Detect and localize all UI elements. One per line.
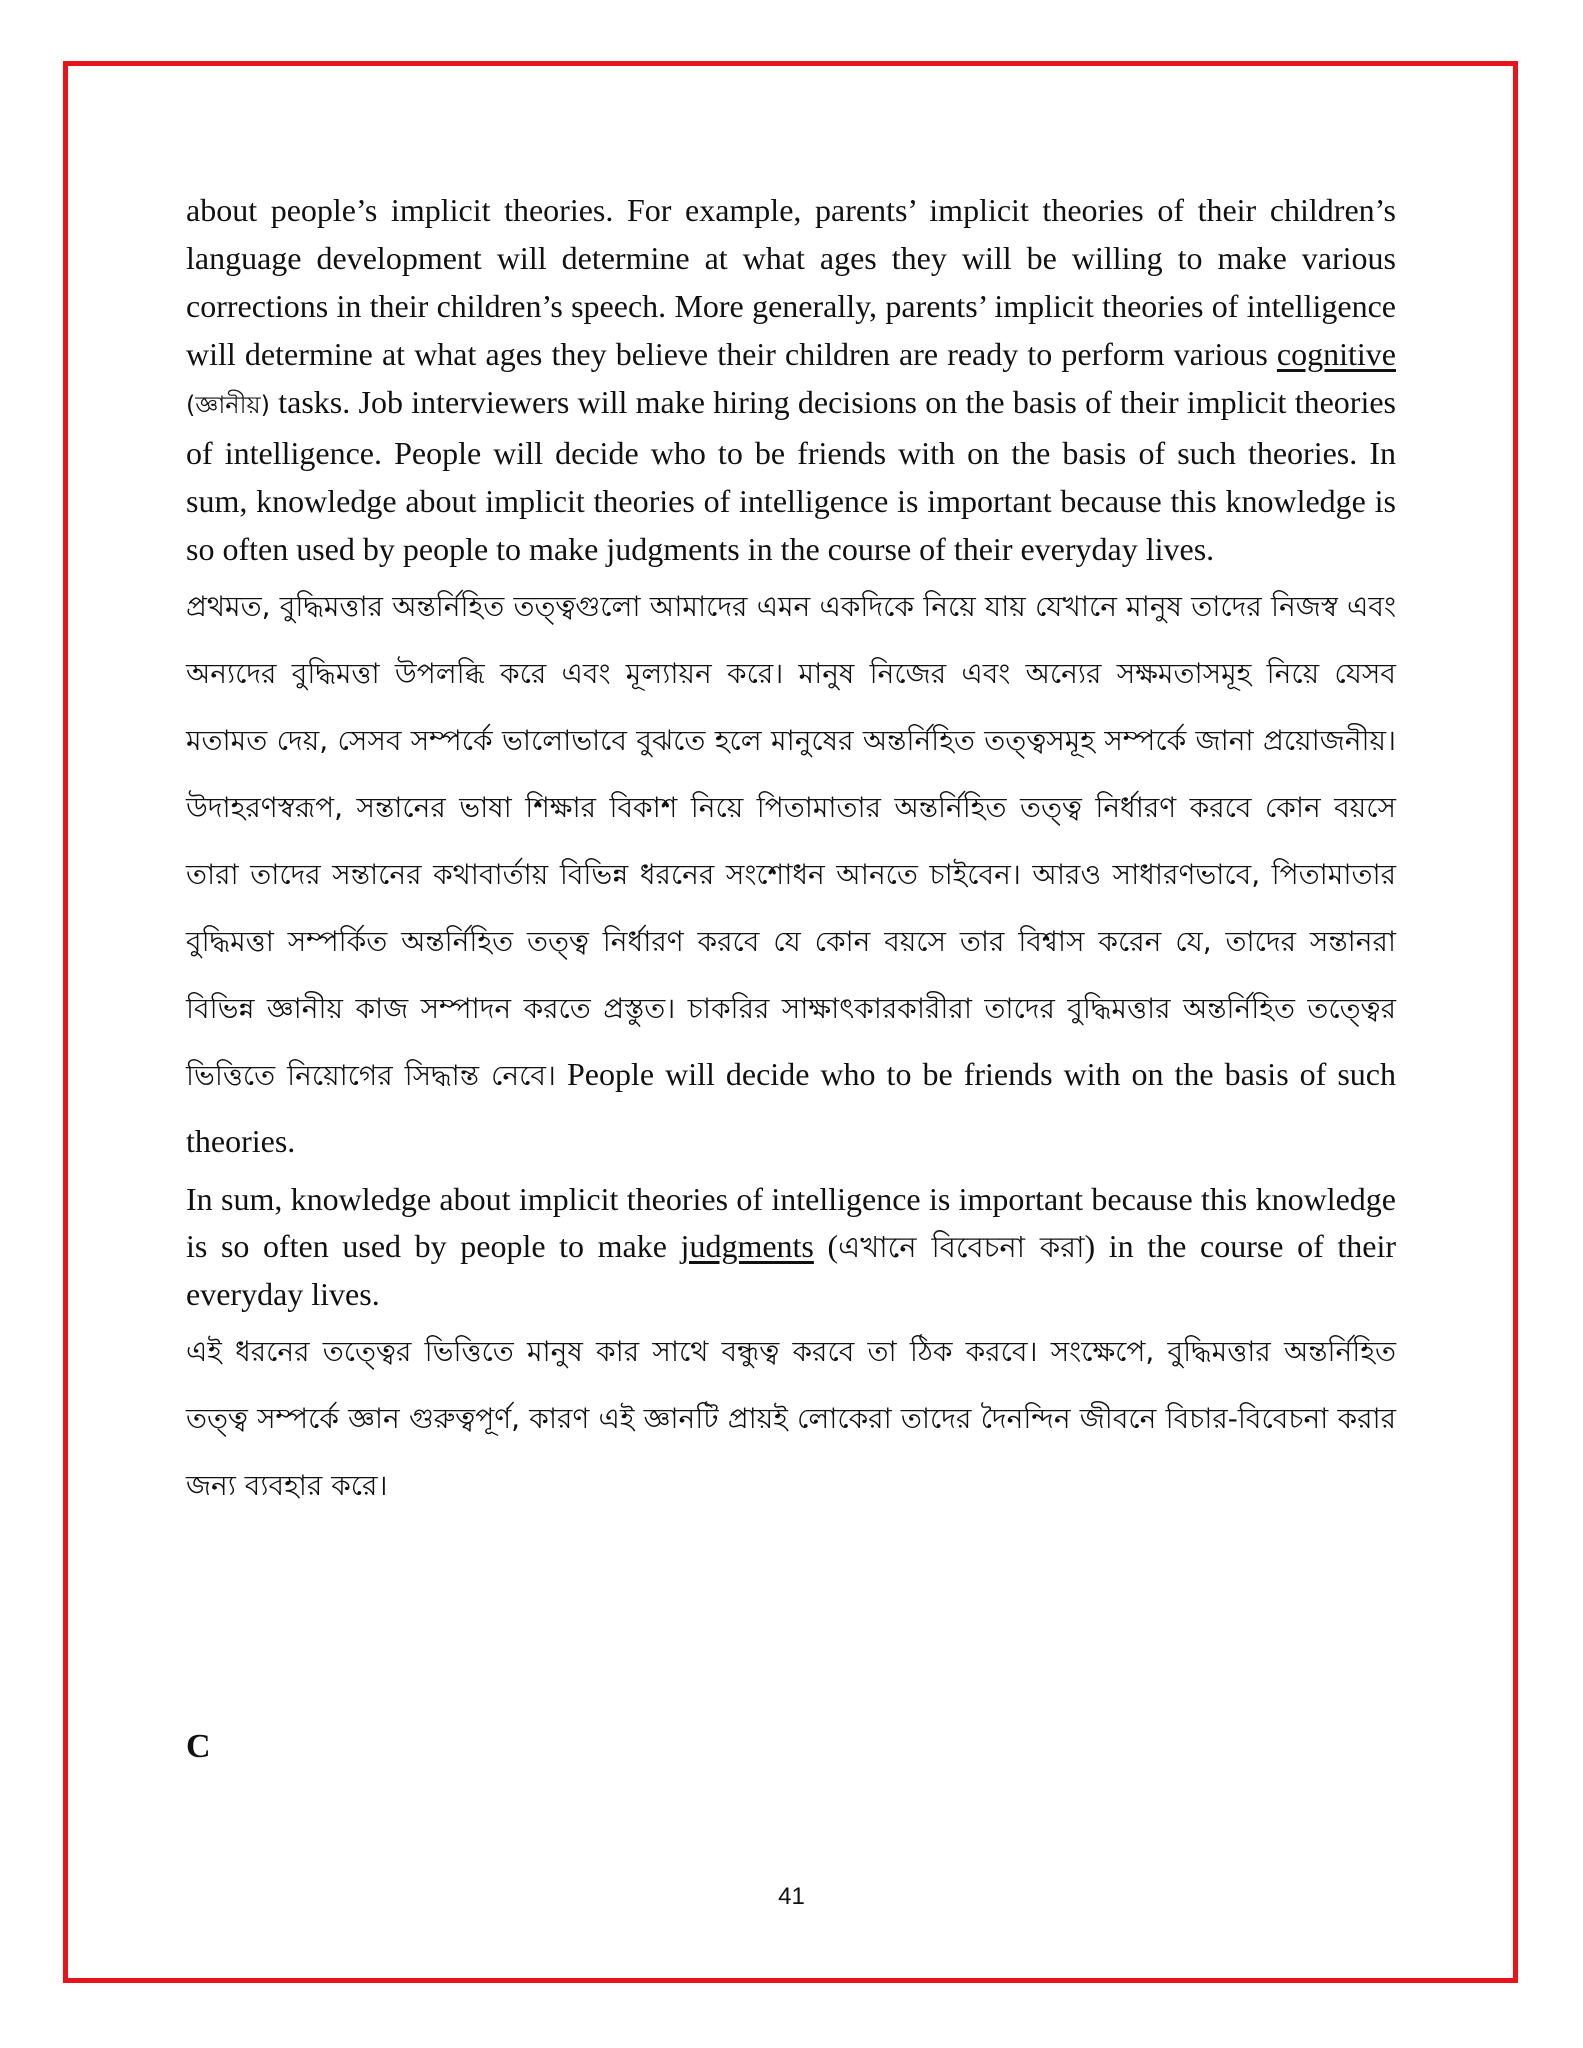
gloss-open-paren: ( [813, 1228, 839, 1264]
bengali-paragraph-2: এই ধরনের তত্ত্বের ভিত্তিতে মানুষ কার সাথে বন্ধুত্ব করবে তা ঠিক করবে। সংক্ষেপে, বুদ্ধিমত্তার অন্তর্নিহিত তত্ত্ব সম্পর্কে জ্ঞান গুরুত্বপূর্ণ, কারণ এই জ্ঞানটি প্রায়ই লোকেরা তাদের দৈনন্দিন জীবনে বিচার-বিবেচনা করার জন্য ব্যবহার করে। [186, 1335, 1396, 1502]
english-paragraph-1-text-b: tasks. Job interviewers will make hiring decisions on the basis of their implicit theories of intelligence. People will decide who to be friends with on the basis of such theories. In sum, knowledge about implicit theories of intelligence is important because this knowledge is so often used by people to make judgments in the course of their everyday lives. [186, 384, 1396, 567]
gloss-cognitive: (জ্ঞানীয়) [186, 391, 270, 419]
page-body [186, 186, 1396, 1519]
page-number: 41 [778, 1883, 805, 1910]
english-paragraph-2 [186, 1176, 1396, 1318]
gloss-close-paren: ) [1084, 1228, 1096, 1264]
bengali-paragraph-1 [186, 573, 1396, 1176]
term-cognitive: cognitive [1276, 336, 1396, 372]
bengali-paragraph-1-text: প্রথমত, বুদ্ধিমত্তার অন্তর্নিহিত তত্ত্বগুলো আমাদের এমন একদিকে নিয়ে যায় যেখানে মানুষ তাদের নিজস্ব এবং অন্যদের বুদ্ধিমত্তা উপলব্ধি করে এবং মূল্যায়ন করে। মানুষ নিজের এবং অন্যের সক্ষমতাসমূহ নিয়ে যেসব মতামত দেয়, সেসব সম্পর্কে ভালোভাবে বুঝতে হলে মানুষের অন্তর্নিহিত তত্ত্বসমূহ সম্পর্কে জানা প্রয়োজনীয়। উদাহরণস্বরূপ, সন্তানের ভাষা শিক্ষার বিকাশ নিয়ে পিতামাতার অন্তর্নিহিত তত্ত্ব নির্ধারণ করবে কোন বয়সে তারা তাদের সন্তানের কথাবার্তায় বিভিন্ন ধরনের সংশোধন আনতে চাইবেন। আরও সাধারণভাবে, পিতামাতার বুদ্ধিমত্তা সম্পর্কিত অন্তর্নিহিত তত্ত্ব নির্ধারণ করবে যে কোন বয়সে তার বিশ্বাস করেন যে, তাদের সন্তানরা বিভিন্ন জ্ঞানীয় কাজ সম্পাদন করতে প্রস্তুত। চাকরির সাক্ষাৎকারকারীরা তাদের বুদ্ধিমত্তার অন্তর্নিহিত তত্ত্বের ভিত্তিতে নিয়োগের সিদ্ধান্ত নেবে। [186, 590, 1396, 1092]
english-paragraph-2-text-b: in the course of their everyday lives. [186, 1228, 1397, 1312]
gloss-judgments: এখানে বিবেচনা করা [838, 1230, 1085, 1264]
bengali-paragraph-1-english-tail: People will decide who to be friends with on the basis of such theories. [186, 1056, 1397, 1159]
english-paragraph-2-text-a: In sum, knowledge about implicit theories of intelligence is important because this knowledge is so often used by people to make [186, 1181, 1396, 1264]
section-letter: C [186, 1728, 211, 1765]
english-paragraph-1 [186, 186, 1396, 573]
term-judgments: judgments [680, 1228, 814, 1264]
english-paragraph-1-text-a: about people’s implicit theories. For example, parents’ implicit theories of their children’s language development will determine at what ages they will be willing to make various corrections in their children’s speech. More generally, parents’ implicit theories of intelligence will determine at what ages they believe their children are ready to perform various [186, 192, 1396, 372]
